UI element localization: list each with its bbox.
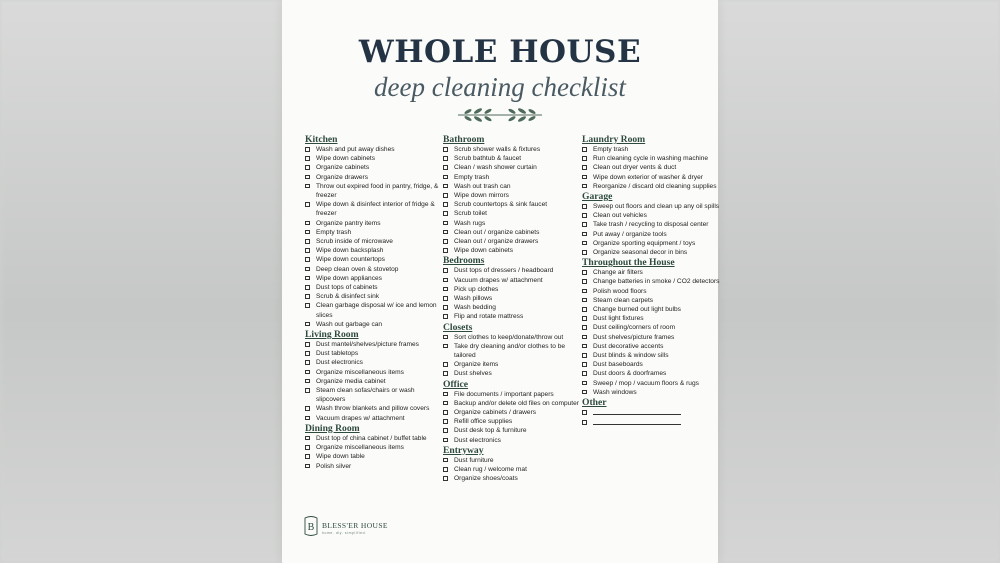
checklist-item bbox=[305, 228, 445, 237]
checklist-item bbox=[443, 285, 583, 294]
checkbox-icon[interactable] bbox=[582, 175, 587, 180]
checklist-item-label: Dust blinds & window sills bbox=[593, 352, 669, 360]
checklist-item-label: Clean out / organize cabinets bbox=[454, 228, 540, 236]
checklist-item bbox=[443, 342, 583, 360]
checklist-item bbox=[582, 379, 722, 388]
checkbox-icon[interactable] bbox=[305, 239, 310, 244]
checkbox-icon[interactable] bbox=[305, 202, 310, 207]
checkbox-icon[interactable] bbox=[582, 353, 587, 358]
checklist-item-label: Organize miscellaneous items bbox=[316, 368, 404, 376]
checklist-item-label: Clean out dryer vents & duct bbox=[593, 164, 677, 172]
checklist-item-label: Change burned out light bulbs bbox=[593, 306, 681, 314]
checklist-item-label: Refill office supplies bbox=[454, 418, 513, 426]
checkbox-icon[interactable] bbox=[305, 351, 310, 356]
checkbox-icon[interactable] bbox=[582, 307, 587, 312]
checklist-item bbox=[305, 452, 445, 461]
checklist-item-label: Empty trash bbox=[454, 173, 490, 181]
checklist-item-label: Organize cabinets / drawers bbox=[454, 409, 537, 417]
checkbox-icon[interactable] bbox=[443, 410, 448, 415]
checklist-item bbox=[443, 417, 583, 426]
checklist-item-label: Dust tops of dressers / headboard bbox=[454, 267, 554, 275]
checkbox-icon[interactable] bbox=[443, 419, 448, 424]
checklist-item-label: Wipe down cabinets bbox=[316, 155, 376, 163]
checklist-item bbox=[305, 414, 445, 423]
checklist-column-3 bbox=[582, 134, 722, 428]
checklist-item bbox=[582, 220, 722, 229]
checklist bbox=[443, 145, 583, 255]
checklist-item bbox=[443, 154, 583, 163]
checklist-item bbox=[582, 230, 722, 239]
checklist-item bbox=[305, 349, 445, 358]
checklist-item-label: Organize seasonal decor in bins bbox=[593, 249, 688, 257]
checklist-item bbox=[305, 265, 445, 274]
checkbox-icon[interactable] bbox=[582, 147, 587, 152]
section-heading: Living Room bbox=[305, 329, 359, 341]
checkbox-icon[interactable] bbox=[443, 428, 448, 433]
checklist-item-label: Sweep / mop / vacuum floors & rugs bbox=[593, 379, 699, 387]
checkbox-icon[interactable] bbox=[582, 279, 587, 284]
section-heading: Dining Room bbox=[305, 422, 360, 434]
checkbox-icon[interactable] bbox=[305, 294, 310, 299]
checkbox-icon[interactable] bbox=[443, 278, 448, 283]
checkbox-icon[interactable] bbox=[443, 156, 448, 161]
checkbox-icon[interactable] bbox=[305, 221, 310, 226]
checklist-item-label: Organize pantry items bbox=[316, 219, 381, 227]
checklist-item-label: Organize shoes/coats bbox=[454, 475, 518, 483]
checkbox-icon[interactable] bbox=[582, 156, 587, 161]
checklist-item bbox=[443, 303, 583, 312]
checklist-item-label: Wipe down countertops bbox=[316, 256, 385, 264]
checkbox-icon[interactable] bbox=[305, 454, 310, 459]
checklist-item-label: Wash out garbage can bbox=[316, 320, 383, 328]
checklist-item bbox=[443, 237, 583, 246]
checkbox-icon[interactable] bbox=[305, 285, 310, 290]
checklist-item-label: Scrub & disinfect sink bbox=[316, 293, 380, 301]
checkbox-icon[interactable] bbox=[443, 335, 448, 340]
checklist-item-label: Empty trash bbox=[316, 228, 352, 236]
checklist-sheet bbox=[282, 0, 718, 563]
checkbox-icon[interactable] bbox=[443, 467, 448, 472]
checkbox-icon[interactable] bbox=[305, 248, 310, 253]
checklist-item-label: Clean out / organize drawers bbox=[454, 238, 539, 246]
background-right bbox=[700, 0, 1000, 563]
checkbox-icon[interactable] bbox=[443, 476, 448, 481]
checklist-item bbox=[443, 294, 583, 303]
checkbox-icon[interactable] bbox=[443, 371, 448, 376]
checklist-item bbox=[443, 436, 583, 445]
checkbox-icon[interactable] bbox=[305, 370, 310, 375]
checklist-item-label: Backup and/or delete old files on computer bbox=[454, 399, 579, 407]
checklist-item bbox=[305, 368, 445, 377]
checklist-item-label: Wash windows bbox=[593, 388, 637, 396]
checklist-item-label: Scrub toilet bbox=[454, 210, 487, 218]
checklist-item-label: Sort clothes to keep/donate/throw out bbox=[454, 333, 564, 341]
page-subtitle: deep cleaning checklist bbox=[374, 72, 626, 102]
checklist-item bbox=[305, 292, 445, 301]
checklist-item-label: Wash bedding bbox=[454, 304, 496, 312]
checklist-item-label: Scrub shower walls & fixtures bbox=[454, 146, 541, 153]
checklist-item-label: Take trash / recycling to disposal center bbox=[593, 221, 709, 229]
checklist-item bbox=[582, 369, 722, 378]
checklist-item bbox=[305, 219, 445, 228]
checklist-item bbox=[443, 209, 583, 218]
checklist-item bbox=[305, 358, 445, 367]
checklist-item bbox=[443, 474, 583, 483]
checkbox-icon[interactable] bbox=[443, 211, 448, 216]
checkbox-icon[interactable] bbox=[582, 298, 587, 303]
checkbox-icon[interactable] bbox=[305, 322, 310, 327]
checkbox-icon[interactable] bbox=[443, 147, 448, 152]
checklist-item bbox=[305, 377, 445, 386]
checklist-item-label: Organize items bbox=[454, 361, 499, 369]
checklist-item-label: Dust light fixtures bbox=[593, 315, 644, 323]
checkbox-icon[interactable] bbox=[305, 342, 310, 347]
checkbox-icon[interactable] bbox=[582, 410, 587, 415]
checklist-item bbox=[582, 239, 722, 248]
section-heading: Other bbox=[582, 397, 607, 409]
checkbox-icon[interactable] bbox=[582, 325, 587, 330]
checkbox-icon[interactable] bbox=[443, 305, 448, 310]
checkbox-icon[interactable] bbox=[443, 314, 448, 319]
checklist bbox=[582, 408, 722, 428]
checkbox-icon[interactable] bbox=[443, 239, 448, 244]
checklist-item-label: Deep clean oven & stovetop bbox=[316, 265, 399, 273]
checklist-item bbox=[305, 163, 445, 172]
checklist-item bbox=[305, 200, 445, 218]
checklist-item-label: Pick up clothes bbox=[454, 285, 499, 293]
checklist-item bbox=[582, 211, 722, 220]
checklist-item-label: Clean out vehicles bbox=[593, 212, 647, 220]
checklist-item bbox=[582, 296, 722, 305]
checkbox-icon[interactable] bbox=[305, 360, 310, 365]
checklist bbox=[443, 456, 583, 484]
checklist-item bbox=[443, 399, 583, 408]
checklist-item bbox=[582, 342, 722, 351]
checklist-item-label: Steam clean carpets bbox=[593, 296, 654, 304]
checklist-item-label: Organize media cabinet bbox=[316, 377, 386, 385]
checklist-item bbox=[443, 145, 583, 154]
checkbox-icon[interactable] bbox=[305, 406, 310, 411]
checkbox-icon[interactable] bbox=[305, 303, 310, 308]
checkbox-icon[interactable] bbox=[582, 381, 587, 386]
checklist-item bbox=[443, 182, 583, 191]
blesser-house-logo bbox=[304, 513, 424, 543]
checklist-item bbox=[443, 246, 583, 255]
checklist-item bbox=[582, 268, 722, 277]
checklist-item bbox=[582, 154, 722, 163]
checklist-item bbox=[443, 390, 583, 399]
checklist-item bbox=[305, 386, 445, 404]
checklist-item bbox=[443, 200, 583, 209]
section-heading: Laundry Room bbox=[582, 134, 646, 145]
checkbox-icon[interactable] bbox=[443, 175, 448, 180]
checklist-item-label: Dust decorative accents bbox=[593, 342, 664, 350]
checkbox-icon[interactable] bbox=[443, 184, 448, 189]
checkbox-icon[interactable] bbox=[582, 241, 587, 246]
checklist bbox=[305, 340, 445, 423]
checklist-item-label: Dust electronics bbox=[316, 359, 363, 367]
blank-write-in-line[interactable] bbox=[593, 418, 681, 425]
section-heading: Bathroom bbox=[443, 134, 485, 145]
checklist-item bbox=[582, 314, 722, 323]
checklist-item-label: Wipe down table bbox=[316, 453, 365, 461]
checklist-item bbox=[305, 462, 445, 471]
checklist-item-label: Empty trash bbox=[593, 146, 629, 153]
checkbox-icon[interactable] bbox=[443, 392, 448, 397]
checklist-item bbox=[443, 408, 583, 417]
checkbox-icon[interactable] bbox=[305, 165, 310, 170]
checkbox-icon[interactable] bbox=[305, 267, 310, 272]
checklist-item bbox=[582, 287, 722, 296]
checklist bbox=[305, 434, 445, 471]
checklist-item bbox=[582, 351, 722, 360]
checkbox-icon[interactable] bbox=[305, 388, 310, 393]
checklist-item-label: Vacuum drapes w/ attachment bbox=[454, 276, 543, 284]
checklist bbox=[443, 266, 583, 321]
checklist-item bbox=[582, 333, 722, 342]
checklist-item bbox=[582, 173, 722, 182]
checkbox-icon[interactable] bbox=[443, 296, 448, 301]
checklist bbox=[582, 202, 722, 257]
checklist-item bbox=[582, 323, 722, 332]
checkbox-icon[interactable] bbox=[305, 156, 310, 161]
page-title: WHOLE HOUSE bbox=[358, 34, 642, 70]
checkbox-icon[interactable] bbox=[582, 213, 587, 218]
checklist bbox=[582, 145, 722, 191]
checkbox-icon[interactable] bbox=[305, 436, 310, 441]
checkbox-icon[interactable] bbox=[305, 230, 310, 235]
checkbox-icon[interactable] bbox=[305, 379, 310, 384]
checklist-item bbox=[443, 312, 583, 321]
checklist-item-label: Polish silver bbox=[316, 462, 352, 470]
checklist-item bbox=[582, 305, 722, 314]
checklist-item bbox=[305, 237, 445, 246]
checkbox-icon[interactable] bbox=[305, 184, 310, 189]
checkbox-icon[interactable] bbox=[582, 420, 587, 425]
checklist-item-label: Dust tabletops bbox=[316, 350, 359, 358]
section-heading: Office bbox=[443, 378, 469, 390]
checklist-item-label: Change air filters bbox=[593, 269, 643, 277]
checklist-item bbox=[443, 465, 583, 474]
monogram-crest-icon bbox=[304, 515, 318, 537]
checkbox-icon[interactable] bbox=[305, 276, 310, 281]
checkbox-icon[interactable] bbox=[443, 401, 448, 406]
checklist-item-label: Wash throw blankets and pillow covers bbox=[316, 405, 430, 413]
checklist-item bbox=[305, 320, 445, 329]
checkbox-icon[interactable] bbox=[582, 165, 587, 170]
checklist-item-label: Dust baseboards bbox=[593, 361, 643, 369]
svg-text:B: B bbox=[307, 522, 315, 533]
checklist-item-label: Organize drawers bbox=[316, 173, 369, 181]
checklist-item bbox=[582, 388, 722, 397]
checklist-item bbox=[443, 173, 583, 182]
checklist-item-label: Organize sporting equipment / toys bbox=[593, 239, 696, 247]
checkbox-icon[interactable] bbox=[582, 289, 587, 294]
checklist-item-label: Organize miscellaneous items bbox=[316, 444, 404, 452]
checklist-item-label: Take dry cleaning and/or clothes to be tailored bbox=[454, 342, 566, 360]
checkbox-icon[interactable] bbox=[305, 416, 310, 421]
checkbox-icon[interactable] bbox=[443, 287, 448, 292]
section-heading: Bedrooms bbox=[443, 255, 485, 267]
checkbox-icon[interactable] bbox=[443, 268, 448, 273]
checklist-item-label: Dust doors & doorframes bbox=[593, 370, 667, 378]
checklist-item bbox=[582, 163, 722, 172]
checklist-item bbox=[443, 333, 583, 342]
checklist-item-label: Wipe down exterior of washer & dryer bbox=[593, 173, 703, 181]
checklist-item bbox=[582, 145, 722, 154]
checklist-item-label: Sweep out floors and clean up any oil spills bbox=[593, 203, 720, 211]
checklist-item-label: Steam clean sofas/chairs or wash slipcovers bbox=[316, 387, 415, 404]
checkbox-icon[interactable] bbox=[582, 250, 587, 255]
checklist-item-label: Reorganize / discard old cleaning supplies bbox=[593, 182, 717, 190]
checklist-item bbox=[582, 248, 722, 257]
checkbox-icon[interactable] bbox=[305, 147, 310, 152]
checkbox-icon[interactable] bbox=[582, 390, 587, 395]
checklist-item-label: Scrub countertops & sink faucet bbox=[454, 201, 548, 209]
checklist-item-label: Scrub bathtub & faucet bbox=[454, 155, 522, 163]
checklist-item-label: Dust desk top & furniture bbox=[454, 427, 527, 435]
checklist-item-label: Throw out expired food in pantry, fridge, & freezer bbox=[316, 182, 439, 200]
checklist-item bbox=[305, 255, 445, 264]
logo-tagline: home. diy. simplified. bbox=[322, 531, 367, 535]
checklist-item bbox=[305, 246, 445, 255]
checkbox-icon[interactable] bbox=[582, 362, 587, 367]
checklist-item bbox=[305, 434, 445, 443]
checkbox-icon[interactable] bbox=[582, 270, 587, 275]
section-heading: Kitchen bbox=[305, 134, 338, 145]
checklist-item-label: Wash out trash can bbox=[454, 182, 511, 190]
checklist bbox=[582, 268, 722, 397]
checklist bbox=[305, 145, 445, 329]
checklist-item bbox=[443, 360, 583, 369]
checklist-item bbox=[582, 202, 722, 211]
checklist-item-label: File documents / important papers bbox=[454, 390, 554, 398]
checklist-item-label: Polish wood floors bbox=[593, 287, 647, 295]
checklist-item bbox=[443, 369, 583, 378]
checklist-item bbox=[305, 443, 445, 452]
checkbox-icon[interactable] bbox=[443, 248, 448, 253]
checkbox-icon[interactable] bbox=[582, 371, 587, 376]
checklist-item bbox=[305, 283, 445, 292]
checklist-item bbox=[582, 408, 722, 418]
checklist-item-label: Dust furniture bbox=[454, 456, 494, 464]
checklist-item-label: Dust electronics bbox=[454, 436, 501, 444]
checklist-item-label: Dust shelves bbox=[454, 370, 492, 378]
checkbox-icon[interactable] bbox=[582, 316, 587, 321]
checkbox-icon[interactable] bbox=[305, 175, 310, 180]
checklist-item-label: Organize cabinets bbox=[316, 164, 370, 172]
checklist-item-label: Dust ceiling/corners of room bbox=[593, 324, 676, 332]
checklist-item-label: Clean / wash shower curtain bbox=[454, 164, 537, 172]
checklist-item bbox=[443, 456, 583, 465]
checkbox-icon[interactable] bbox=[443, 193, 448, 198]
checklist-item-label: Vacuum drapes w/ attachment bbox=[316, 414, 405, 422]
checklist-item-label: Clean rug / welcome mat bbox=[454, 466, 527, 474]
checklist bbox=[443, 390, 583, 445]
checklist-item bbox=[443, 228, 583, 237]
section-heading: Closets bbox=[443, 321, 473, 333]
checklist-item-label: Put away / organize tools bbox=[593, 230, 667, 238]
checklist-column-2 bbox=[443, 134, 583, 484]
checkbox-icon[interactable] bbox=[443, 230, 448, 235]
checkbox-icon[interactable] bbox=[582, 344, 587, 349]
checklist-item bbox=[443, 276, 583, 285]
checklist-item-label: Wash pillows bbox=[454, 295, 493, 303]
checklist-item-label: Wipe down mirrors bbox=[454, 192, 509, 200]
checkbox-icon[interactable] bbox=[443, 458, 448, 463]
checklist bbox=[443, 333, 583, 379]
checkbox-icon[interactable] bbox=[582, 232, 587, 237]
checklist-item-label: Wash rugs bbox=[454, 219, 486, 227]
checklist-item bbox=[582, 418, 722, 428]
checkbox-icon[interactable] bbox=[443, 221, 448, 226]
checklist-item bbox=[305, 182, 445, 200]
checkbox-icon[interactable] bbox=[443, 165, 448, 170]
checklist-item bbox=[582, 277, 722, 286]
checklist-item-label: Dust shelves/picture frames bbox=[593, 333, 675, 341]
checklist-item bbox=[305, 301, 445, 319]
checklist-item bbox=[443, 163, 583, 172]
checkbox-icon[interactable] bbox=[443, 438, 448, 443]
checklist-item bbox=[443, 266, 583, 275]
checklist-item-label: Run cleaning cycle in washing machine bbox=[593, 155, 709, 163]
checkbox-icon[interactable] bbox=[305, 257, 310, 262]
section-heading: Garage bbox=[582, 191, 613, 203]
laurel-sprig-icon bbox=[454, 106, 546, 124]
checklist-item-label: Wipe down backsplash bbox=[316, 247, 384, 255]
checklist-item bbox=[443, 219, 583, 228]
checklist-item bbox=[443, 426, 583, 435]
checklist-item-label: Wipe down cabinets bbox=[454, 247, 514, 255]
checklist-item-label: Flip and rotate mattress bbox=[454, 313, 524, 321]
checklist-item bbox=[443, 191, 583, 200]
checklist-item-label: Change batteries in smoke / CO2 detectors bbox=[593, 278, 720, 286]
checklist-item-label: Wash and put away dishes bbox=[316, 146, 395, 153]
checklist-item bbox=[305, 274, 445, 283]
checkbox-icon[interactable] bbox=[582, 184, 587, 189]
background-left bbox=[0, 0, 300, 563]
checkbox-icon[interactable] bbox=[582, 222, 587, 227]
checkbox-icon[interactable] bbox=[443, 344, 448, 349]
checklist-item-label: Dust mantel/shelves/picture frames bbox=[316, 341, 419, 349]
checklist-item-label: Wipe down & disinfect interior of fridge & freezer bbox=[316, 201, 435, 218]
checklist-item bbox=[305, 340, 445, 349]
checkbox-icon[interactable] bbox=[305, 445, 310, 450]
logo-name: BLESS'ER HOUSE bbox=[322, 521, 388, 530]
checkbox-icon[interactable] bbox=[582, 335, 587, 340]
section-heading: Throughout the House bbox=[582, 257, 675, 269]
checklist-item bbox=[305, 404, 445, 413]
checklist-item bbox=[582, 360, 722, 369]
checklist-item bbox=[305, 145, 445, 154]
checklist-item-label: Clean garbage disposal w/ ice and lemon slices bbox=[316, 302, 437, 319]
checklist-item-label: Dust top of china cabinet / buffet table bbox=[316, 434, 427, 442]
checklist-item bbox=[305, 154, 445, 163]
checkbox-icon[interactable] bbox=[443, 362, 448, 367]
checklist-column-1 bbox=[305, 134, 445, 471]
blank-write-in-line[interactable] bbox=[593, 408, 681, 415]
checklist-item-label: Scrub inside of microwave bbox=[316, 238, 393, 246]
checkbox-icon[interactable] bbox=[582, 204, 587, 209]
section-heading: Entryway bbox=[443, 444, 484, 456]
checklist-item-label: Dust tops of cabinets bbox=[316, 284, 378, 292]
checkbox-icon[interactable] bbox=[305, 464, 310, 469]
checklist-item-label: Wipe down appliances bbox=[316, 274, 382, 282]
checklist-item bbox=[305, 173, 445, 182]
checkbox-icon[interactable] bbox=[443, 202, 448, 207]
checklist-item bbox=[582, 182, 722, 191]
